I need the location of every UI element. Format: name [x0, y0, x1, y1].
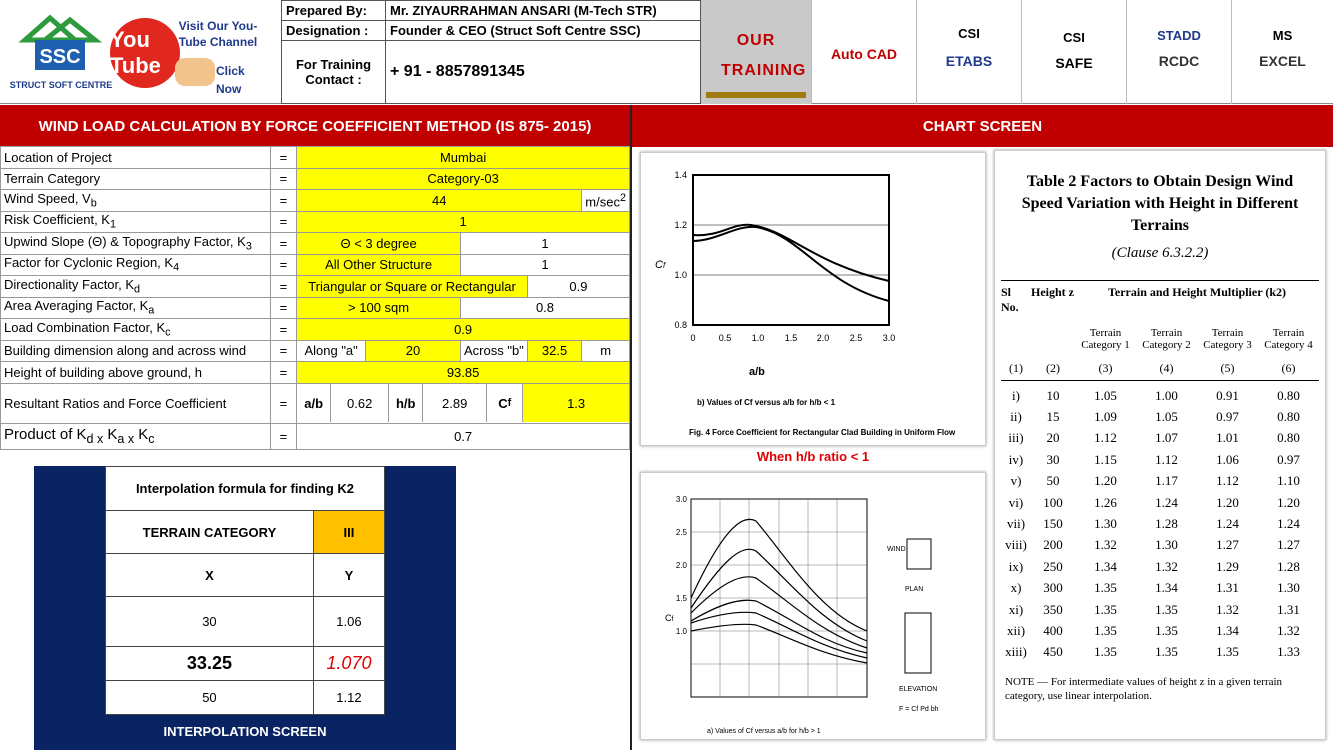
- chart-screen-title: CHART SCREEN: [632, 105, 1333, 147]
- table2-row: xiii) 450 1.35 1.35 1.35 1.33: [1005, 644, 1300, 660]
- svg-text:2.5: 2.5: [675, 528, 687, 537]
- svg-text:1.4: 1.4: [674, 170, 687, 180]
- visit-youtube-text: Visit Our You-Tube Channel: [178, 19, 258, 49]
- table2-note: NOTE — For intermediate values of height z in a given terrain category, use linear interpolation.: [1005, 676, 1283, 703]
- along-field[interactable]: 20: [366, 340, 461, 362]
- cf-value: 1.3: [523, 384, 629, 422]
- svg-text:Cf: Cf: [655, 259, 666, 271]
- logo-caption: STRUCT SOFT CENTRE: [9, 80, 113, 90]
- prepared-by-label: Prepared By:: [282, 1, 386, 21]
- training-autocad[interactable]: Auto CAD: [811, 0, 916, 104]
- training-contact-label: For Training Contact :: [282, 41, 386, 104]
- cyclonic-field[interactable]: All Other Structure: [297, 254, 461, 276]
- svg-text:Cf: Cf: [665, 613, 674, 623]
- cf-hb-gt1-chart: [640, 472, 986, 740]
- interpolation-table: Interpolation formula for finding K2 TERRAIN CATEGORY III X Y 30 1.06 33.25 1.070 50 1.12: [105, 466, 385, 715]
- youtube-icon[interactable]: You Tube: [110, 18, 180, 88]
- svg-text:0.8: 0.8: [674, 320, 687, 330]
- header: [0, 0, 1333, 104]
- svg-text:0.5: 0.5: [718, 333, 732, 343]
- ab-value: 0.62: [331, 384, 389, 422]
- svg-text:ELEVATION: ELEVATION: [899, 686, 938, 693]
- interpolation-footer: INTERPOLATION SCREEN: [163, 724, 327, 739]
- fig4-chart: [640, 152, 986, 446]
- svg-text:1.0: 1.0: [674, 270, 687, 280]
- table2-row: iv) 30 1.15 1.12 1.06 0.97: [1008, 451, 1300, 467]
- divider: [630, 105, 632, 750]
- interpolated-k2: 1.070: [313, 647, 384, 681]
- table2-row: x) 300 1.35 1.34 1.31 1.30: [1010, 580, 1300, 596]
- wind-load-title: WIND LOAD CALCULATION BY FORCE COEFFICIENT METHOD (IS 875- 2015): [0, 105, 630, 147]
- svg-text:SSC: SSC: [39, 46, 81, 68]
- terrain-field[interactable]: Category-03: [297, 168, 630, 190]
- table2-row: ii) 15 1.09 1.05 0.97 0.80: [1010, 409, 1300, 425]
- click-now-link[interactable]: Click Now: [216, 64, 245, 96]
- svg-text:1.5: 1.5: [784, 333, 798, 343]
- svg-text:Fig. 4 Force Coefficient for R: Fig. 4 Force Coefficient for Rectangular Clad Building in Uniform Flow: [689, 428, 956, 437]
- designation-label: Designation :: [282, 21, 386, 41]
- svg-text:PLAN: PLAN: [905, 586, 924, 593]
- table2-row: viii) 200 1.32 1.30 1.27 1.27: [1005, 537, 1300, 553]
- phone-number: + 91 - 8857891345: [386, 41, 701, 104]
- svg-text:a/b: a/b: [749, 366, 765, 378]
- table2-row: vi) 100 1.26 1.24 1.20 1.20: [1008, 494, 1300, 510]
- product-value: 0.7: [297, 423, 630, 449]
- svg-text:2.5: 2.5: [849, 333, 863, 343]
- wind-speed-field[interactable]: 44: [297, 190, 582, 212]
- hb-value: 2.89: [423, 384, 487, 422]
- terrain-category-value: III: [313, 511, 384, 554]
- table2-row: vii) 150 1.30 1.28 1.24 1.24: [1006, 516, 1300, 532]
- designation: Founder & CEO (Struct Soft Centre SSC): [386, 21, 701, 41]
- arrow-icon: [706, 92, 806, 98]
- combination-field[interactable]: 0.9: [297, 319, 630, 341]
- table2-row: v) 50 1.20 1.17 1.12 1.10: [1010, 473, 1300, 489]
- hand-pointer-icon: [175, 58, 215, 86]
- our-training-button[interactable]: OUR TRAINING: [701, 0, 811, 104]
- input-form: Location of Project = Mumbai Terrain Category = Category-03 Wind Speed, $V_b$ = 44 $m/\sec^2$ Risk Coefficient, $K_1$ = 1 Upwind Slope (Θ) & Topography Factor, $K_3$ = Θ < 3 degree 1 Factor for Cyclonic Region, $K_4$ = All Other Structure 1 Directionality Factor, $K_d$ = Triangular or Square or Rectangular 0.9 Area Averaging Factor, $K_a$ = > 100 sqm 0.8 Load Combination Factor, $K_c$ = 0.9 Building dimension along and across wind = Along "a" 20 Across "b" 32.5 m Height of building above ground, h = 93.85 Resultant Ratios and Force Coefficient = a/b 0.62 h/b 2.89 C f 1.3 Product of $K_{d x}$ $K_{a x}$ $K_c$ = 0.7: [0, 146, 630, 450]
- author-info-table: [281, 0, 701, 104]
- svg-text:WIND: WIND: [887, 546, 906, 553]
- svg-text:1.2: 1.2: [674, 220, 687, 230]
- table2-row: xii) 400 1.35 1.35 1.34 1.32: [1006, 622, 1300, 638]
- height-field[interactable]: 93.85: [297, 362, 630, 384]
- prepared-by: Mr. ZIYAURRAHMAN ANSARI (M-Tech STR): [386, 1, 701, 21]
- svg-text:2.0: 2.0: [816, 333, 830, 343]
- svg-text:0: 0: [690, 333, 696, 343]
- table2-row: xi) 350 1.35 1.35 1.32 1.31: [1008, 601, 1300, 617]
- table2-row: ix) 250 1.34 1.32 1.29 1.28: [1008, 558, 1300, 574]
- svg-text:1.0: 1.0: [675, 627, 687, 636]
- training-etabs[interactable]: CSI ETABS: [916, 0, 1021, 104]
- svg-text:3.0: 3.0: [882, 333, 896, 343]
- svg-text:1.0: 1.0: [751, 333, 765, 343]
- training-safe[interactable]: CSI SAFE: [1021, 0, 1126, 104]
- table2-title: Table 2 Factors to Obtain Design Wind Speed Variation with Height in Different Terrains: [1021, 173, 1299, 234]
- training-excel[interactable]: MS EXCEL: [1231, 0, 1333, 104]
- svg-text:2.0: 2.0: [675, 561, 687, 570]
- location-field[interactable]: Mumbai: [297, 147, 630, 169]
- training-rcdc[interactable]: STADD RCDC: [1126, 0, 1231, 104]
- risk-field[interactable]: 1: [297, 211, 630, 233]
- directionality-field[interactable]: Triangular or Square or Rectangular: [297, 276, 528, 298]
- across-field[interactable]: 32.5: [527, 340, 581, 362]
- svg-text:1.5: 1.5: [675, 594, 687, 603]
- svg-text:3.0: 3.0: [675, 495, 687, 504]
- table2-row: iii) 20 1.12 1.07 1.01 0.80: [1008, 430, 1300, 446]
- table2-panel: Table 2 Factors to Obtain Design Wind Speed Variation with Height in Different Terrains (Clause 6.3.2.2) Sl No. Height z Terrain and Height Multiplier (k2) Terrain Category 1 Terrain Category 2 Terrain Category 3 Terrain Category 4 (1) (2) (3) (4) (5) (6) i) 10 1.05 1.00 0.91 0.80 ii) 15 1.09 1.05 0.97 0.80 iii) 20 1.12 1.07 1.01 0.80 iv) 30 1.15 1.12 1.06 0.97 v) 50 1.20 1.17 1.12 1.10 vi) 100 1.26 1.24 1.20 1.20 vii) 150 1.30 1.28 1.24 1.24 viii) 200 1.32 1.30 1.27 1.27 ix) 250 1.34 1.32 1.29 1.28 x) 300 1.35 1.34 1.31 1.30 xi) 350 1.35 1.35 1.32 1.31 xii) 400 1.35 1.35 1.34 1.32 xiii) 450 1.35 1.35 1.35 1.33 NOTE — For intermediate values of height z in a given terrain category, use linear interpolation.: [994, 150, 1326, 740]
- svg-text:b) Values of Cf versus a/b for: b) Values of Cf versus a/b for h/b < 1: [697, 398, 836, 407]
- ratio-note: When h/b ratio < 1: [756, 449, 870, 464]
- area-field[interactable]: > 100 sqm: [297, 297, 461, 319]
- slope-field[interactable]: Θ < 3 degree: [297, 233, 461, 255]
- table2-row: i) 10 1.05 1.00 0.91 0.80: [1012, 387, 1300, 403]
- svg-text:a) Values of Cf versus a/b for: a) Values of Cf versus a/b for h/b > 1: [707, 728, 821, 735]
- svg-text:F = Cf Pd bh: F = Cf Pd bh: [899, 706, 939, 713]
